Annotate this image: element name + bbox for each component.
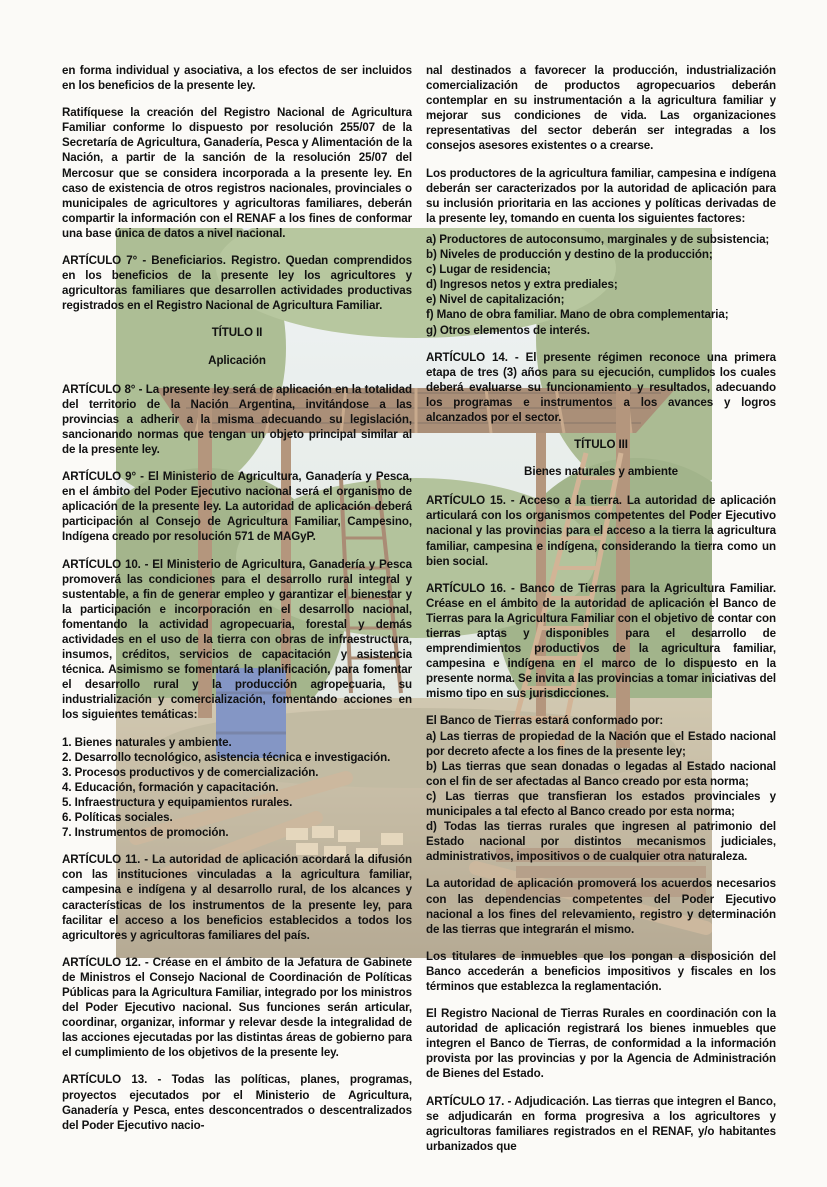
paragraph-registry: Ratifíquese la creación del Registro Nacional de Agricultura Familiar conforme lo dispuesto por resolución 255/07 de la Secretaría de Agricultura, Ganadería, Pesca y Alimentación de la Nación, a partir de la sanción de la resolución 25/07 del Mercosur que se considera incorporada a la presente ley. En caso de existencia de otros registros nacionales, provinciales o municipales de agricultores y agricultoras familiares, deberán compartir la información con el RENAF a los fines de conformar una base única de datos a nivel nacional. [62,106,412,240]
title-iii-heading: TÍTULO III [574,438,628,452]
article-8: ARTÍCULO 8° - La presente ley será de aplicación en la totalidad del territorio de la Nación Argentina, invitándose a las provincias a adherir a la misma adecuando su legislación, sancionando normas que tengan un objeto principal similar al de la presente ley. [62,382,412,456]
list-item: 5. Infraestructura y equipamientos rurales. [62,795,293,809]
article-11: ARTÍCULO 11. - La autoridad de aplicación acordará la difusión con las instituciones vinculadas a la agricultura familiar, campesina e indígena y al desarrollo rural, de los alcances y características de los instrumentos de la presente ley, para facilitar el acceso a los beneficios establecidos a todos los agricultores y agricultoras familiares del país. [62,853,412,942]
article-12: ARTÍCULO 12. - Créase en el ámbito de la Jefatura de Gabinete de Ministros el Consejo Nacional de Coordinación de Políticas Públicas para la Agricultura Familiar, integrado por los ministros del Poder Ejecutivo nacional. Sus funciones serán articular, coordinar, organizar, informar y relevar desde la integralidad de las acciones ejecutadas por las distintas áreas de gobierno para el cumplimiento de los objetivos de la presente ley. [62,955,412,1060]
list-item: b) Las tierras que sean donadas o legadas al Estado nacional con el fin de ser afectadas al Banco creado por esta norma; [426,759,776,788]
list-item: 3. Procesos productivos y de comercialización. [62,765,319,779]
themes-list [62,735,412,841]
article-16: ARTÍCULO 16. - Banco de Tierras para la Agricultura Familiar. Créase en el ámbito de la autoridad de aplicación el Banco de Tierras para la Agricultura Familiar con el objetivo de contar con tierras aptas y disponibles para el desarrollo de emprendimientos productivos de la agricultura familiar, campesina e indígena en el marco de lo dispuesto en la presente norma. Se invita a las provincias a tomar iniciativas del mismo tipo en sus jurisdicciones. [426,581,776,701]
list-item: e) Nivel de capitalización; [426,293,565,307]
paragraph-authority: La autoridad de aplicación promoverá los acuerdos necesarios con las dependencias competentes del Poder Ejecutivo nacional a los fines del relevamiento, registro y determinación de las tierras que integrarán el mismo. [426,877,776,936]
title-iii-subheading: Bienes naturales y ambiente [524,465,678,479]
right-column [426,63,776,1166]
article-9: ARTÍCULO 9° - El Ministerio de Agricultura, Ganadería y Pesca, en el ámbito del Poder Ejecutivo nacional será el organismo de aplicación de la presente ley. La autoridad de aplicación deberá participación al Consejo de Agricultura Familiar, Campesino, Indígena creado por resolución 571 de MAGyP. [62,470,412,544]
left-column [62,63,412,1145]
list-item: c) Lugar de residencia; [426,263,551,277]
list-item: c) Las tierras que transfieran los estados provinciales y municipales a tal efecto al Banco creado por esta norma; [426,789,776,819]
paragraph-factors-intro: Los productores de la agricultura familiar, campesina e indígena deberán ser caracterizados por la autoridad de aplicación para su inclusión prioritaria en las acciones y políticas derivadas de la presente ley, tomando en cuenta los siguientes factores: [426,166,776,225]
article-13: ARTÍCULO 13. - Todas las políticas, planes, programas, proyectos ejecutados por el Ministerio de Agricultura, Ganadería y Pesca, entes desconcentrados o descentralizados del Poder Ejecutivo nacio- [62,1073,412,1132]
list-item: f) Mano de obra familiar. Mano de obra complementaria; [426,308,729,322]
title-ii-heading: TÍTULO II [211,326,263,340]
list-item: g) Otros elementos de interés. [426,323,590,337]
list-item: 4. Educación, formación y capacitación. [62,780,279,794]
list-item: d) Ingresos netos y extra prediales; [426,278,618,292]
paragraph-continuation: nal destinados a favorecer la producción, industrialización comercialización de productos agropecuarios deberán contemplar en su instrumentación a la agricultura familiar y mejorar sus condiciones de vida. Las organizaciones representativas del sector deberán ser integradas a los consejos asesores existentes o a crearse. [426,64,776,153]
list-item: 7. Instrumentos de promoción. [62,826,229,840]
factors-list [426,232,776,338]
list-item: a) Productores de autoconsumo, marginales y de subsistencia; [426,232,770,246]
bank-list [426,729,776,865]
bank-intro: El Banco de Tierras estará conformado por: [426,714,664,728]
paragraph-owners: Los titulares de inmuebles que los pongan a disposición del Banco accederán a beneficios impositivos y fiscales en los términos que establezca la reglamentación. [426,949,776,993]
list-item: 6. Políticas sociales. [62,811,173,825]
article-10: ARTÍCULO 10. - El Ministerio de Agricultura, Ganadería y Pesca promoverá las condiciones para el desarrollo rural integral y sustentable, a fin de generar empleo y garantizar el bienestar y la participación e incorporación en el desarrollo nacional, fomentando la actividad agropecuaria, forestal y demás actividades en el uso de la tierra con obras de infraestructura, insumos, créditos, servicios de capacitación y asistencia técnica. Asimismo se fomentará la planificación, para fomentar el desarrollo rural y la producción agropecuaria, su industrialización y comercialización, fomentando acciones en los siguientes temáticas: [62,557,412,722]
article-14: ARTÍCULO 14. - El presente régimen reconoce una primera etapa de tres (3) años para su ejecución, cumplidos los cuales deberá evaluarse su funcionamiento y resultados, adecuando los programas e instrumentos a los avances y logros alcanzados por el sector. [426,350,776,424]
paragraph-intro: en forma individual y asociativa, a los efectos de ser incluidos en los beneficios de la presente ley. [62,64,412,93]
title-ii-subheading: Aplicación [208,353,266,367]
list-item: d) Todas las tierras rurales que ingresen al patrimonio del Estado nacional por distintos mecanismos judiciales, administrativos, impositivos o de cualquier otra naturaleza. [426,820,776,864]
list-item: b) Niveles de producción y destino de la producción; [426,248,713,262]
list-item: 2. Desarrollo tecnológico, asistencia técnica e investigación. [62,750,391,764]
article-15: ARTÍCULO 15. - Acceso a la tierra. La autoridad de aplicación articulará con los organismos competentes del Poder Ejecutivo nacional y las provincias para el acceso a la tierra la agricultura familiar, campesina e indígena, considerando la tierra como un bien social. [426,494,776,568]
article-7: ARTÍCULO 7° - Beneficiarios. Registro. Quedan comprendidos en los beneficios de la presente ley los agricultores y agricultoras familiares que desarrollen actividades productivas registrados en el Registro Nacional de Agricultura Familiar. [62,254,412,313]
list-item: 1. Bienes naturales y ambiente. [62,735,232,749]
paragraph-land-registry: El Registro Nacional de Tierras Rurales en coordinación con la autoridad de aplicación registrará los bienes inmuebles que integren el Banco de Tierras, de conformidad a la información provista por las provincias y por la Agencia de Administración de Bienes del Estado. [426,1007,776,1081]
article-17: ARTÍCULO 17. - Adjudicación. Las tierras que integren el Banco, se adjudicarán en forma progresiva a los agricultores y agricultoras familiares registrados en el RENAF, y/o habitantes urbanizados que [426,1094,776,1153]
list-item: a) Las tierras de propiedad de la Nación que el Estado nacional por decreto afecte a los fines de la presente ley; [426,729,776,758]
